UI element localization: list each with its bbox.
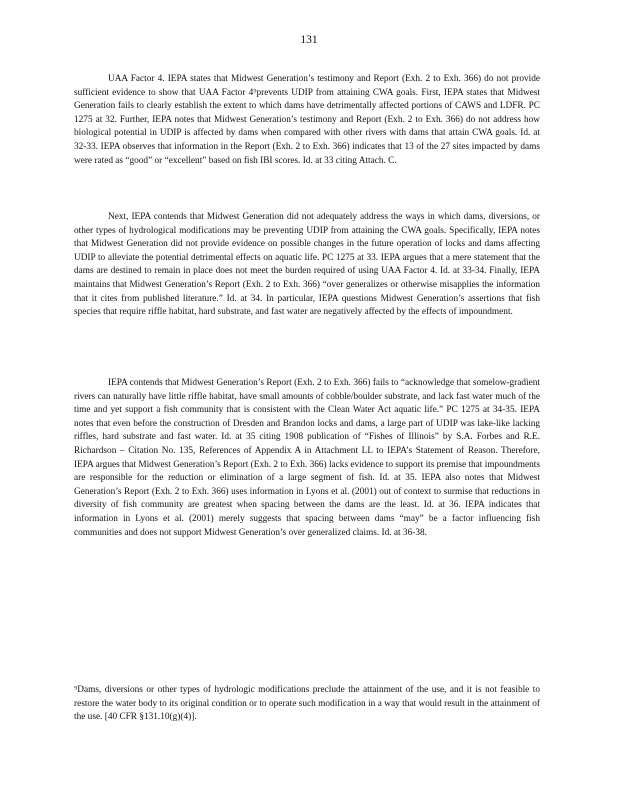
- paragraph-uaa-factor-4: [74, 73, 540, 180]
- paragraph-low-gradient-rivers: [74, 377, 540, 552]
- footnote-text: ⁹Dams, diversions or other types of hydrologic modifications preclude the attainment of the use, and it is not feasible to restore the water body to its original condition or to operate such modification in a way that would result in the attainment of the use. [40 CFR §131.10(g)(4)].: [74, 685, 540, 723]
- paragraph-text: Next, IEPA contends that Midwest Generation did not adequately address the ways in which dams, diversions, or other types of hydrological modifications may be preventing UDIP from attaining the CWA goals. Specifically, IEPA notes that Midwest Generation did not provide evidence on possible changes in the future operation of locks and dams affecting UDIP to alleviate the potential detrimental effects on aquatic life. PC 1275 at 33. IEPA argues that a mere statement that the dams are destined to remain in place does not meet the burden required of using UAA Factor 4. Id. at 33-34. Finally, IEPA maintains that Midwest Generation’s Report (Exh. 2 to Exh. 366) “over generalizes or otherwise misapplies the information that it cites from published literature.” Id. at 34. In particular, IEPA questions Midwest Generation’s assertions that fish species that require riffle habitat, hard substrate, and fast water are negatively affected by the effects of impoundment.: [74, 212, 540, 318]
- footnote: [74, 684, 540, 725]
- paragraph-hydrological-modifications: [74, 211, 540, 332]
- paragraph-text: IEPA contends that Midwest Generation’s Report (Exh. 2 to Exh. 366) fails to “acknowledge that somelow-gradient rivers can naturally have little riffle habitat, have small amounts of cobble/boulder substrate, and lack fast water much of the time and yet support a fish community that is consistent with the Clean Water Act aquatic life.” PC 1275 at 34-35. IEPA notes that even before the construction of Dresden and Brandon locks and dams, a large part of UDIP was lake-like lacking riffles, hard substrate and fast water. Id. at 35 citing 1908 publication of “Fishes of Illinois” by S.A. Forbes and R.E. Richardson – Citation No. 135, References of Appendix A in Attachment LL to IEPA’s Statement of Reason. Therefore, IEPA argues that Midwest Generation’s Report (Exh. 2 to Exh. 366) lacks evidence to support its premise that impoundments are responsible for the reduction or elimination of a large segment of fish. Id. at 35. IEPA also notes that Midwest Generation’s Report (Exh. 2 to Exh. 366) uses information in Lyons et al. (2001) out of context to surmise that reductions in diversity of fish community are greatest when spacing between the dams are the least. Id. at 36. IEPA indicates that information in Lyons et al. (2001) merely suggests that spacing between dams “may” be a factor influencing fish communities and does not support Midwest Generation’s over generalized claims. Id. at 36-38.: [74, 378, 540, 538]
- paragraph-text: UAA Factor 4. IEPA states that Midwest Generation’s testimony and Report (Exh. 2 to Exh. 366) do not provide sufficient evidence to show that UAA Factor 4⁹prevents UDIP from attaining CWA goals. First, IEPA states that Midwest Generation fails to clearly establish the extent to which dams have detrimentally affected portions of CAWS and LDFR. PC 1275 at 32. Further, IEPA notes that Midwest Generation’s testimony and Report (Exh. 2 to Exh. 366) do not address how biological potential in UDIP is affected by dams when compared with other rivers with dams that attain CWA goals. Id. at 32-33. IEPA observes that information in the Report (Exh. 2 to Exh. 366) indicates that 13 of the 27 sites impacted by dams were rated as “good” or “excellent” based on fish IBI scores. Id. at 33 citing Attach. C.: [74, 74, 540, 166]
- page-number: 131: [300, 34, 318, 46]
